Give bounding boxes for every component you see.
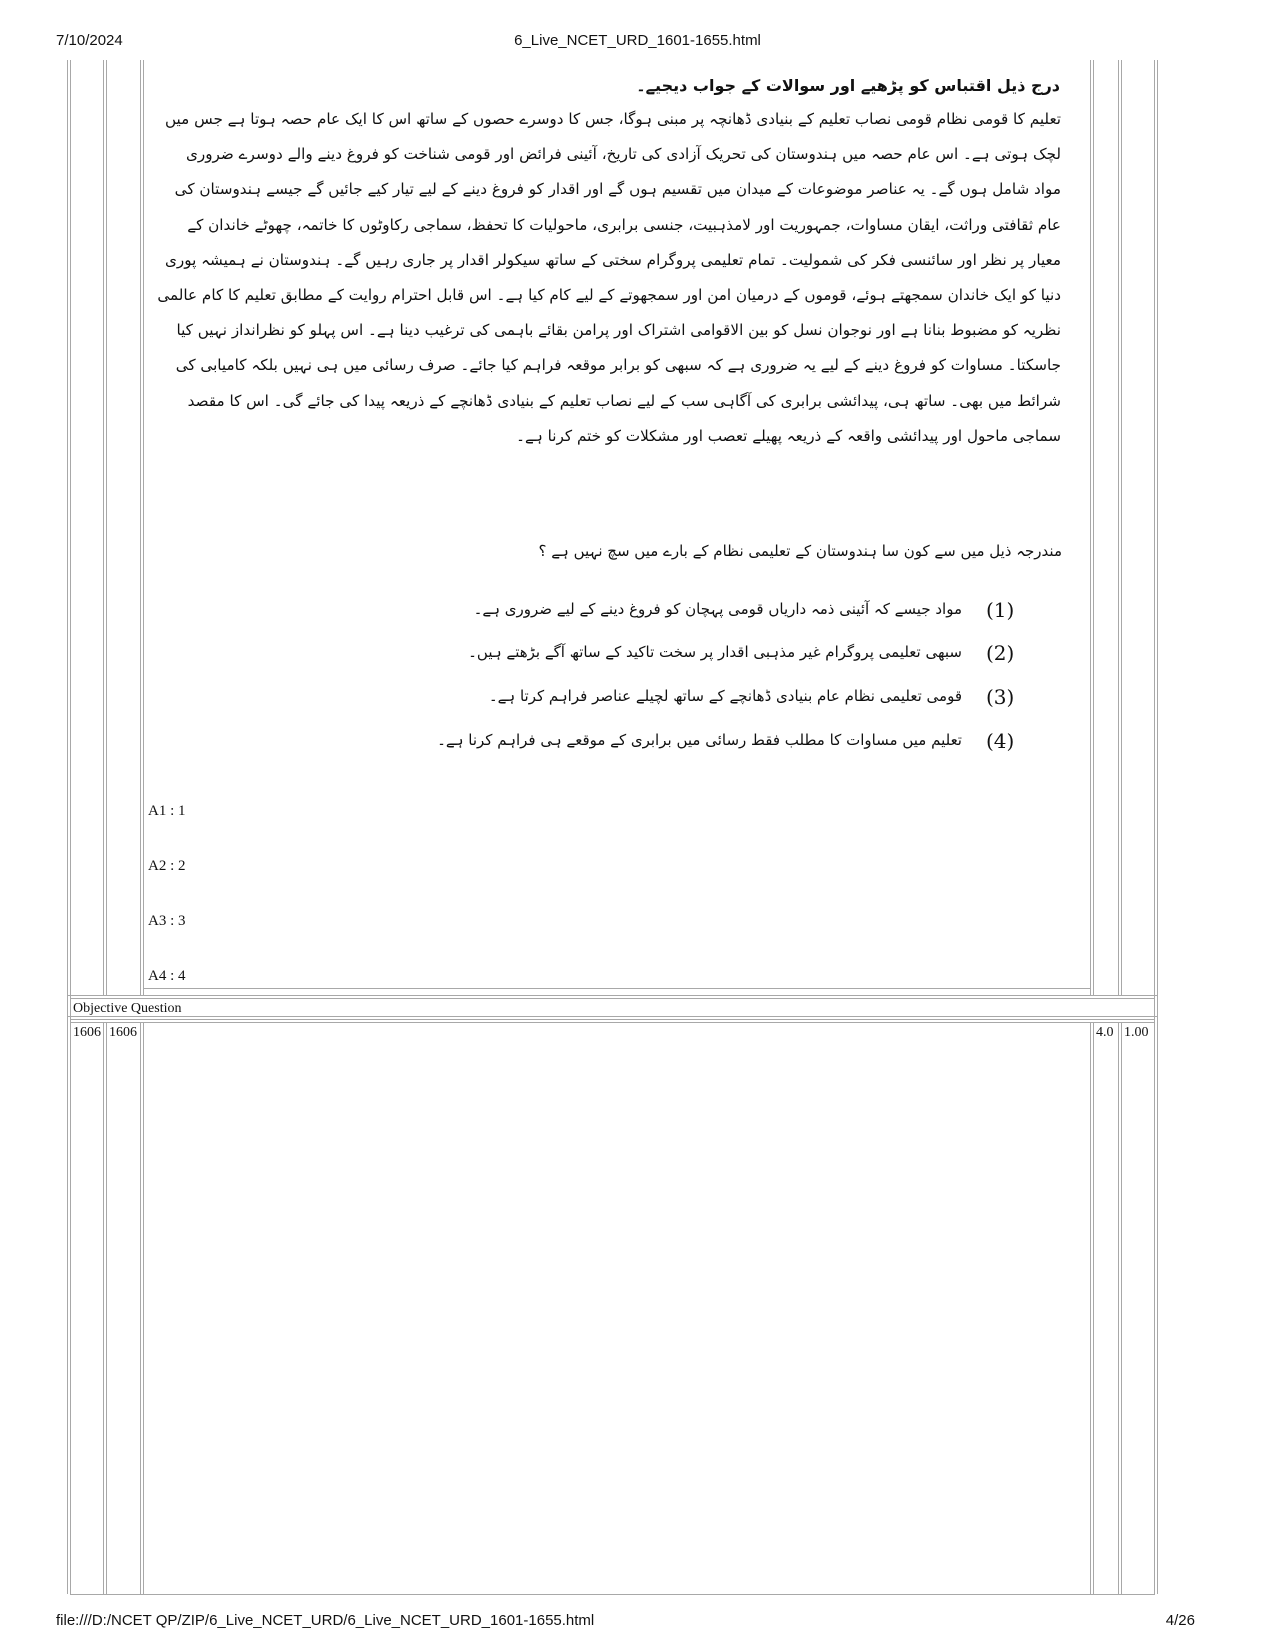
question-text: مندرجہ ذیل میں سے کون سا ہندوستان کے تعلیمی نظام کے بارے میں سچ نہیں ہے ؟ bbox=[538, 542, 1062, 560]
option-3-number: (3) bbox=[986, 685, 1015, 709]
print-date: 7/10/2024 bbox=[56, 32, 123, 49]
objective-question-label: Objective Question bbox=[73, 1001, 182, 1016]
option-2-text: سبھی تعلیمی پروگرام غیر مذہبی اقدار پر سخت تاکید کے ساتھ آگے بڑھتے ہیں۔ bbox=[468, 643, 962, 661]
answer-2: A2 : 2 bbox=[148, 858, 186, 874]
option-1-number: (1) bbox=[986, 598, 1015, 622]
document-title: 6_Live_NCET_URD_1601-1655.html bbox=[514, 32, 761, 49]
option-4-number: (4) bbox=[986, 729, 1015, 753]
option-3-text: قومی تعلیمی نظام عام بنیادی ڈھانچے کے ساتھ لچیلے عناصر فراہم کرتا ہے۔ bbox=[488, 687, 962, 705]
answer-4: A4 : 4 bbox=[148, 968, 186, 984]
negative-marks: 1.00 bbox=[1124, 1025, 1149, 1040]
passage: تعلیم کا قومی نظام قومی نصاب تعلیم کے بنیادی ڈھانچہ پر مبنی ہوگا، جس کا دوسرے حصوں کے ساتھ اس کا ایک عام حصہ ہوتا ہے جس میں لچک ہوتی ہے۔ اس عام حصہ میں ہندوستان کی تحریک آزادی کی تاریخ، آئینی فرائض اور قومی شناخت کو فروغ دینے والے دوسرے ضروری مواد شامل ہوں گے۔ یہ عناصر موضوعات کے میدان میں تقسیم ہوں گے اور اقدار کو فروغ دینے کے لیے تیار کیے جائیں گے جیسے ہندوستان کی عام ثقافتی وراثت، ایقان مساوات، جمہوریت اور لامذہبیت، جنسی برابری، ماحولیات کا تحفظ، سماجی رکاوٹوں کا خاتمہ، چھوٹے خاندان کے معیار پر نظر اور سائنسی فکر کی شمولیت۔ تمام تعلیمی پروگرام سختی کے ساتھ سیکولر اقدار پر جاری رہیں گے۔ ہندوستان نے ہمیشہ پوری دنیا کو ایک خاندان سمجھتے ہوئے، قوموں کے درمیان امن اور سمجھوتے کے لیے کام کیا ہے۔ اس قابل احترام روایت کے مطابق تعلیم کا کام عالمی نظریہ کو مضبوط بنانا ہے اور نوجوان نسل کو بین الاقوامی اشتراک اور پرامن بقائے باہمی کی ترغیب دینا ہے۔ اس پہلو کو نظرانداز نہیں کیا جاسکتا۔ مساوات کو فروغ دینے کے لیے یہ ضروری ہے کہ سبھی کو برابر موقعہ فراہم کیا جائے۔ صرف رسائی میں ہی نہیں بلکہ کامیابی کی شرائط میں بھی۔ ساتھ ہی، پیدائشی برابری کی آگاہی سب کے لیے نصاب تعلیم کے بنیادی ڈھانچے کے ذریعہ پیدا کی جائے گی۔ اس کا مقصد سماجی ماحول اور پیدائشی واقعہ کے ذریعہ پھیلے تعصب اور مشکلات کو ختم کرنا ہے۔ bbox=[157, 110, 1061, 445]
option-1-text: مواد جیسے کہ آئینی ذمہ داریاں قومی پہچان کو فروغ دینے کے لیے ضروری ہے۔ bbox=[473, 600, 962, 618]
question-id: 1606 bbox=[109, 1025, 137, 1040]
file-path: file:///D:/NCET QP/ZIP/6_Live_NCET_URD/6_Live_NCET_URD_1601-1655.html bbox=[56, 1612, 595, 1629]
option-2-number: (2) bbox=[986, 641, 1015, 665]
answer-3: A3 : 3 bbox=[148, 913, 186, 929]
instruction: درج ذیل اقتباس کو پڑھیے اور سوالات کے جواب دیجیے۔ bbox=[636, 76, 1060, 95]
marks: 4.0 bbox=[1096, 1025, 1114, 1040]
page-number: 4/26 bbox=[1165, 1612, 1195, 1629]
option-4-text: تعلیم میں مساوات کا مطلب فقط رسائی میں برابری کے موقعے ہی فراہم کرنا ہے۔ bbox=[437, 731, 962, 749]
serial-number: 1606 bbox=[73, 1025, 101, 1040]
answer-1: A1 : 1 bbox=[148, 803, 186, 819]
